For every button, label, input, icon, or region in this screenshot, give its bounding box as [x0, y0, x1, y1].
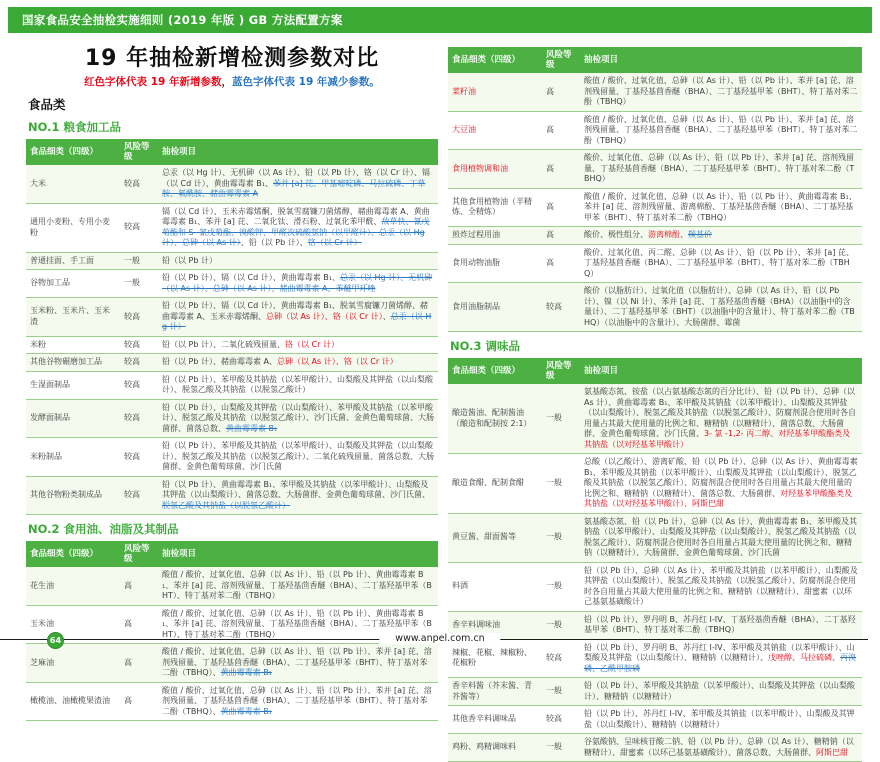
- item-segment: 酸价、过氧化值、总砷（以 As 计）、铅（以 Pb 计）、苯并 [a] 芘、溶剂残留量、丁基羟基茴香醚（BHA）、二丁基羟基甲苯（BHT）、特丁基对苯二酚（TBHQ）: [584, 153, 855, 183]
- risk-level-cell: 较高: [124, 178, 140, 188]
- item-segment: 对羟基苯甲酸酯类及其钠盐（以对羟基苯甲酸计）、阿斯巴甜: [584, 488, 852, 508]
- food-name-segment: 其他香辛料调味品: [452, 714, 516, 724]
- food-name-cell: [448, 111, 542, 150]
- risk-level-cell: 一般: [542, 513, 580, 562]
- item-segment: 羰基价: [688, 230, 712, 239]
- food-name-cell: [448, 244, 542, 283]
- table-row: [448, 73, 862, 111]
- risk-level-cell: 较高: [120, 476, 158, 515]
- document-header-bar: [8, 7, 872, 33]
- food-name-segment: 煎炸过程用油: [452, 230, 500, 239]
- column-header-2: 抽检项目: [158, 541, 438, 567]
- column-header-2: 抽检项目: [580, 47, 862, 73]
- page-number-badge: 64: [47, 632, 64, 649]
- column-header-0: 食品细类（四级）: [448, 358, 542, 384]
- food-name-segment: 大豆油: [452, 125, 476, 134]
- item-segment: 酸值 / 酸价、过氧化值、总砷（以 As 计）、铅（以 Pb 计）、黄曲霉毒素 B₁、苯并 [a] 芘、溶剂残留量、丁基羟基茴香醚（BHA）、二丁基羟基甲苯（BHT）、特丁基对苯二酚（TBHQ）: [162, 608, 432, 639]
- column-header-1: 风险等级: [120, 139, 158, 165]
- food-name-segment: 食用油脂制品: [452, 301, 500, 311]
- items-cell: [158, 567, 438, 605]
- items-cell: [580, 227, 862, 245]
- item-segment: 总砷（以 As 计）、铬（以 Cr 计）: [266, 311, 383, 321]
- column-header-1: 风险等级: [120, 541, 158, 567]
- item-segment: 3- 氯 -1,2- 丙二醇、对羟基苯甲酸酯类及其钠盐（以对羟基苯甲酸计）: [584, 429, 851, 449]
- table-row: [448, 384, 862, 454]
- item-segment: 、铅（以 Pb 计）、: [240, 238, 308, 247]
- item-segment: 敌草快、氰戊菊酯和 S- 氰戊菊酯、溴酸钾、甲醛次硫酸氢钠（以甲醛计）、总汞（以 Hg 计）、总砷（以 As 计）: [162, 217, 430, 247]
- section-no1-grain-products: [26, 119, 438, 515]
- table-row: [26, 476, 438, 515]
- legend: [26, 74, 438, 89]
- items-cell: [158, 165, 438, 203]
- risk-level-cell: 一般: [120, 252, 158, 270]
- item-segment: 酸价、过氧化值、丙二醛、总砷（以 As 计）、铅（以 Pb 计）、苯并 [a] 芘、丁基羟基茴香醚（BHA）、二丁基羟基甲苯（BHT）、特丁基对苯二酚（TBHQ）: [584, 247, 854, 278]
- food-name-cell: [448, 283, 542, 332]
- food-name-segment: 发酵面制品: [30, 413, 70, 422]
- table-header-row: [26, 139, 438, 165]
- item-segment: 丙溴磷、乙酰甲胺磷: [584, 653, 856, 673]
- item-segment: 、: [382, 311, 391, 321]
- table-row: [448, 513, 862, 562]
- food-name-segment: 黄豆酱、甜面酱等: [452, 532, 516, 542]
- table-body: [26, 165, 438, 515]
- left-column: [26, 39, 438, 762]
- table-row: [448, 734, 862, 762]
- document-header-title: 国家食品安全抽检实施细则 (2019 年版 ) GB 方法配置方案: [22, 13, 343, 27]
- table-head: [26, 541, 438, 567]
- item-segment: 黄曲霉毒素 B₁: [220, 706, 272, 716]
- food-name-cell: [448, 73, 542, 111]
- section-no2-edible-oils-right: [448, 47, 862, 332]
- food-name-cell: [26, 438, 120, 477]
- item-segment: 铅（以 Pb 计）、总砷（以 As 计）、苯甲酸及其钠盐（以苯甲酸计）、山梨酸及其钾盐（以山梨酸计）、脱氢乙酸及其钠盐（以脱氢乙酸计）、防腐剂混合使用时各自用量占其最大使用量的比例之和、糖精钠（以糖精计）、甜蜜素（以环己基氨基磺酸计）: [584, 565, 858, 606]
- items-cell: [580, 188, 862, 227]
- column-header-2: 抽检项目: [158, 139, 438, 165]
- legend-removed-params: 蓝色字体代表 19 年减少参数。: [232, 76, 380, 88]
- table-head: [448, 47, 862, 73]
- title-block: [26, 41, 438, 113]
- food-name-segment: 香辛料调味油: [452, 619, 500, 629]
- food-name-cell: [448, 706, 542, 734]
- table-row: [26, 644, 438, 683]
- risk-level-cell: 较高: [542, 639, 580, 678]
- table-row: [448, 188, 862, 227]
- item-segment: 苯并 [a] 芘、甲基嘧啶磷、马拉硫磷、丁草胺、氟酰胺、赭曲霉毒素 A: [162, 178, 426, 198]
- food-name-segment: 酿造酱油、配制酱油（酿造和配制按 2:1）: [452, 408, 532, 428]
- item-segment: 酸价、极性组分、: [584, 230, 648, 239]
- risk-level-cell: 一般: [542, 678, 580, 706]
- food-name-segment: 料酒: [452, 581, 468, 591]
- item-segment: 酸价（以脂肪计）、过氧化值（以脂肪计）、总砷（以 As 计）、铅（以 Pb 计）、镍（以 Ni 计）、苯并 [a] 芘、丁基羟基茴香醚（BHA）（以油脂中的含量计）、二丁基羟基甲苯（BHT）（以油脂中的含量计）、特丁基对苯二酚（TBHQ）（以油脂中的含量计）、大肠菌群、霉菌: [584, 286, 855, 327]
- risk-level-cell: 较高: [120, 438, 158, 477]
- table-row: [26, 165, 438, 203]
- items-cell: [580, 150, 862, 189]
- item-segment: 铅（以 Pb 计）、镉（以 Cd 计）、黄曲霉毒素 B₁、: [162, 273, 340, 282]
- table-head: [26, 139, 438, 165]
- food-name-cell: [448, 188, 542, 227]
- risk-level-cell: 较高: [542, 283, 580, 332]
- risk-level-cell: 高: [546, 86, 554, 96]
- food-name-segment: 大米: [30, 178, 46, 188]
- item-segment: 酸值 / 酸价、过氧化值、总砷（以 As 计）、铅（以 Pb 计）、黄曲霉毒素 B₁、苯并 [a] 芘、溶剂残留量、游离棉酚、丁基羟基茴香醚（BHA）、二丁基羟基甲苯（BHT）、特丁基对苯二酚（TBHQ）: [584, 191, 857, 222]
- items-cell: [580, 73, 862, 111]
- item-segment: 氨基酸态氮、铵盐（以占氨基酸态氮的百分比计）、铅（以 Pb 计）、总砷（以 As 计）、黄曲霉毒素 B₁、苯甲酸及其钠盐（以苯甲酸计）、山梨酸及其钾盐（以山梨酸计）、脱氢乙酸及其钠盐（以脱氢乙酸计）、防腐剂混合使用时各自用量占其最大使用量的比例之和、糖精钠（以糖精计）、菌落总数、大肠菌群、金黄色葡萄球菌、沙门氏菌、: [584, 387, 856, 438]
- table-row: [26, 399, 438, 438]
- table-row: [448, 244, 862, 283]
- food-table-no1-grain-products: [26, 139, 438, 515]
- risk-level-cell: 高: [120, 644, 158, 683]
- section-title-no3-condiments: NO.3 调味品: [450, 339, 521, 353]
- risk-level-cell: 高: [542, 150, 580, 189]
- items-cell: [158, 270, 438, 298]
- food-name-cell: [26, 336, 120, 354]
- items-cell: [158, 438, 438, 477]
- risk-level-cell: 一般: [546, 413, 562, 423]
- food-name-segment: 生湿面制品: [30, 379, 70, 389]
- food-name-cell: [26, 270, 120, 298]
- items-cell: [158, 203, 438, 252]
- risk-level-cell: 较高: [120, 371, 158, 399]
- content: [0, 33, 880, 762]
- items-cell: [580, 384, 862, 454]
- table-row: [448, 111, 862, 150]
- table-row: [26, 270, 438, 298]
- risk-level-cell: 较高: [120, 336, 158, 354]
- item-segment: 氨基酸态氮、铅（以 Pb 计）、总砷（以 As 计）、黄曲霉毒素 B₁、苯甲酸及其钠盐（以苯甲酸计）、山梨酸及其钾盐（以山梨酸计）、脱氢乙酸及其钠盐（以脱氢乙酸计）、防腐剂混合使用时各自用量占其最大使用量的比例之和、糖精钠（以糖精计）、大肠菌群、金黄色葡萄球菌、沙门氏菌: [584, 516, 857, 557]
- item-segment: 酸值 / 酸价、过氧化值、总砷（以 As 计）、铅（以 Pb 计）、苯并 [a] 芘、溶剂残留量、丁基羟基茴香醚（BHA）、二丁基羟基甲苯（BHT）、特丁基对苯二酚（TBHQ）: [584, 114, 858, 145]
- column-header-2: 抽检项目: [580, 358, 862, 384]
- food-name-segment: 玉米粉、玉米片、玉米渣: [30, 306, 110, 326]
- food-name-segment: 其他食用植物油（半精炼、全精炼）: [452, 196, 532, 217]
- food-name-segment: 米粉制品: [30, 451, 62, 461]
- food-name-segment: 菜籽油: [452, 86, 476, 96]
- risk-level-cell: 高: [542, 111, 580, 150]
- items-cell: [580, 562, 862, 611]
- item-segment: 镉（以 Cd 计）、玉米赤霉烯酮、脱氧雪腐镰刀菌烯醇、赭曲霉毒素 A、黄曲霉毒素 B₁、苯并 [a] 芘、二氧化钛、滑石粉、过氧化苯甲酰、: [162, 206, 430, 226]
- column-header-0: 食品细类（四级）: [26, 139, 120, 165]
- risk-level-cell: 一般: [542, 611, 580, 639]
- column-header-1: 风险等级: [542, 47, 580, 73]
- item-segment: 戊唑醇、马拉硫磷: [768, 653, 832, 662]
- risk-level-cell: 较高: [120, 399, 158, 438]
- table-row: [448, 150, 862, 189]
- risk-level-cell: 较高: [120, 298, 158, 337]
- risk-level-cell: 一般: [120, 270, 158, 298]
- food-name-segment: 香辛料酱（芥末酱、青芥酱等）: [452, 681, 532, 701]
- item-segment: 总酸（以乙酸计）、游离矿酸、铅（以 Pb 计）、总砷（以 As 计）、黄曲霉毒素 B₁、苯甲酸及其钠盐（以苯甲酸计）、山梨酸及其钾盐（以山梨酸计）、脱氢乙酸及其钠盐（以脱氢乙酸计）、防腐剂混合使用时各自用量占其最大使用量的比例之和、糖精钠（以糖精计）、菌落总数、大肠菌群、: [584, 457, 858, 498]
- section-title-no1-grain-products: NO.1 粮食加工品: [28, 120, 122, 134]
- item-segment: 铅（以 Pb 计）、苯甲酸及其钠盐（以苯甲酸计）、山梨酸及其钾盐（以山梨酸计）、糖精钠（以糖精计）: [584, 681, 855, 701]
- item-segment: 铅（以 Pb 计）、镉（以 Cd 计）、黄曲霉毒素 B₁、脱氧雪腐镰刀菌烯醇、赭曲霉毒素 A、玉米赤霉烯酮、: [162, 301, 428, 321]
- item-segment: 铅（以 Pb 计）、苯甲酸及其钠盐（以苯甲酸计）、山梨酸及其钾盐（以山梨酸计）、脱氢乙酸及其钠盐（以脱氢乙酸计）、二氧化硫残留量、菌落总数、大肠菌群、金黄色葡萄球菌、沙门氏菌: [162, 441, 434, 471]
- legend-new-params: 红色字体代表 19 年新增参数: [84, 76, 222, 88]
- table-row: [26, 438, 438, 477]
- item-segment: 铅（以 Pb 计）、苏丹红 I-IV、苯甲酸及其钠盐（以苯甲酸计）、山梨酸及其钾盐（以山梨酸计）、糖精钠（以糖精计）: [584, 709, 855, 729]
- items-cell: [158, 476, 438, 515]
- food-name-segment: 酿造食醋、配制食醋: [452, 478, 524, 487]
- item-segment: 铅（以 Pb 计）、赭曲霉毒素 A、: [162, 357, 278, 366]
- item-segment: 铅（以 Pb 计）、黄曲霉毒素 B₁、苯甲酸及其钠盐（以苯甲酸计）、山梨酸及其钾盐（以山梨酸计）、菌落总数、大肠菌群、金黄色葡萄球菌、沙门氏菌、: [162, 479, 430, 499]
- right-column: [448, 39, 862, 762]
- food-name-segment: 橄榄油、油橄榄果渣油: [30, 696, 110, 705]
- item-segment: 铬（以 Cr 计）: [307, 238, 362, 247]
- food-name-segment: 其他谷物粉类制成品: [30, 490, 102, 499]
- table-header-row: [448, 47, 862, 73]
- food-name-cell: [26, 399, 120, 438]
- item-segment: 脱氢乙酸及其钠盐（以脱氢乙酸计）: [162, 500, 290, 510]
- item-segment: 总砷（以 As 计）、铬（以 Cr 计）: [277, 357, 398, 366]
- table-row: [26, 203, 438, 252]
- table-body: [448, 73, 862, 332]
- items-cell: [580, 678, 862, 706]
- item-segment: 铅（以 Pb 计）、山梨酸及其钾盐（以山梨酸计）、苯甲酸及其钠盐（以苯甲酸计）、脱氢乙酸及其钠盐（以脱氢乙酸计）、沙门氏菌、金黄色葡萄球菌、大肠菌群、菌落总数、: [162, 402, 434, 433]
- section-no3-condiments: [448, 338, 862, 762]
- food-name-cell: [448, 678, 542, 706]
- table-row: [26, 298, 438, 337]
- food-name-cell: [448, 150, 542, 189]
- food-name-segment: 食用动物油脂: [452, 258, 500, 267]
- food-name-cell: [448, 454, 542, 514]
- item-segment: 黄曲霉毒素 B₁: [226, 423, 278, 433]
- item-segment: 酸值 / 酸价、过氧化值、总砷（以 As 计）、铅（以 Pb 计）、黄曲霉毒素 B₁、苯并 [a] 芘、溶剂残留量、丁基羟基茴香醚（BHA）、二丁基羟基甲苯（BHT）、特丁基对苯二酚（TBHQ）: [162, 570, 432, 600]
- items-cell: [158, 336, 438, 354]
- item-segment: 铅（以 Pb 计）、苯甲酸及其钠盐（以苯甲酸计）、山梨酸及其钾盐（以山梨酸计）、脱氢乙酸及其钠盐（以脱氢乙酸计）: [162, 374, 433, 394]
- item-segment: 总汞（以 Hg 计）、无机砷（以 As 计）、铅（以 Pb 计）、铬（以 Cr 计）、镉（以 Cd 计）、黄曲霉毒素 B₁、: [162, 168, 430, 188]
- food-name-cell: [26, 252, 120, 270]
- risk-level-cell: 高: [542, 244, 580, 283]
- food-name-segment: 其他谷物碾磨加工品: [30, 357, 102, 366]
- table-row: [448, 562, 862, 611]
- items-cell: [580, 513, 862, 562]
- item-segment: 阿斯巴甜: [816, 747, 848, 757]
- category-label: 食品类: [28, 97, 66, 112]
- page-footer: [0, 631, 880, 647]
- food-name-segment: 普通挂面、手工面: [30, 255, 94, 265]
- item-segment: 总汞（以 Hg 计）、无机砷（以 As 计）、总砷（以 As 计）、赭曲霉毒素 A、苯醚甲环唑: [162, 273, 433, 293]
- column-header-0: 食品细类（四级）: [448, 47, 542, 73]
- food-name-segment: 通用小麦粉、专用小麦粉: [30, 217, 110, 237]
- table-row: [26, 252, 438, 270]
- items-cell: [580, 706, 862, 734]
- risk-level-cell: 一般: [542, 454, 580, 514]
- table-header-row: [26, 541, 438, 567]
- column-header-1: 风险等级: [542, 358, 580, 384]
- item-segment: 铅（以 Pb 计）、罗丹明 B、苏丹红 I-IV、丁基羟基茴香醚（BHA）、二丁基羟基甲苯（BHT）、特丁基对苯二酚（TBHQ）: [584, 614, 856, 634]
- items-cell: [580, 111, 862, 150]
- risk-level-cell: 高: [542, 227, 580, 245]
- risk-level-cell: 高: [120, 605, 158, 644]
- website-link[interactable]: www.anpel.com.cn: [379, 633, 500, 644]
- item-segment: 黄曲霉毒素 B₁: [220, 668, 272, 677]
- item-segment: 铅（以 Pb 计）: [162, 255, 217, 265]
- item-segment: 、: [680, 230, 688, 239]
- item-segment: 酸值 / 酸价、过氧化值、总砷（以 As 计）、铅（以 Pb 计）、苯并 [a] 芘、溶剂残留量、丁基羟基茴香醚（BHA）、二丁基羟基甲苯（BHT）、特丁基对苯二酚（TBHQ）: [584, 76, 858, 106]
- food-table-no3-condiments: [448, 358, 862, 762]
- table-row: [448, 706, 862, 734]
- table-row: [26, 371, 438, 399]
- table-row: [448, 227, 862, 245]
- food-name-cell: [26, 203, 120, 252]
- table-row: [448, 454, 862, 514]
- item-segment: 铬（以 Cr 计）: [285, 339, 339, 349]
- food-name-cell: [26, 165, 120, 203]
- item-segment: 谷氨酸钠、呈味核苷酸二钠、铅（以 Pb 计）、总砷（以 As 计）、糖精钠（以糖精计）、甜蜜素（以环己基氨基磺酸计）、菌落总数、大肠菌群、: [584, 737, 854, 757]
- food-name-cell: [26, 354, 120, 372]
- table-body: [448, 384, 862, 762]
- items-cell: [580, 454, 862, 514]
- risk-level-cell: 一般: [542, 562, 580, 611]
- items-cell: [158, 399, 438, 438]
- risk-level-cell: 较高: [542, 706, 580, 734]
- items-cell: [580, 244, 862, 283]
- food-name-segment: 米粉: [30, 339, 46, 349]
- legend-separator: ，: [221, 76, 232, 88]
- section-title-no2-edible-oils-left: NO.2 食用油、油脂及其制品: [28, 522, 179, 536]
- food-name-cell: [448, 384, 542, 454]
- food-name-cell: [448, 734, 542, 762]
- food-name-segment: 谷物加工品: [30, 278, 70, 288]
- item-segment: 总汞（以 Hg 计）: [162, 311, 432, 331]
- items-cell: [158, 644, 438, 683]
- table-head: [448, 358, 862, 384]
- table-row: [448, 678, 862, 706]
- item-segment: 铅（以 Pb 计）、罗丹明 B、苏丹红 I-IV、苯甲酸及其钠盐（以苯甲酸计）、山梨酸及其钾盐（以山梨酸计）、糖精钠（以糖精计）、: [584, 642, 855, 662]
- food-name-cell: [26, 298, 120, 337]
- items-cell: [158, 354, 438, 372]
- food-name-segment: 玉米油: [30, 619, 54, 628]
- items-cell: [158, 371, 438, 399]
- risk-level-cell: 较高: [120, 203, 158, 252]
- food-name-cell: [26, 644, 120, 683]
- items-cell: [158, 682, 438, 721]
- item-segment: 酸值 / 酸价、过氧化值、总砷（以 As 计）、铅（以 Pb 计）、苯并 [a] 芘、溶剂残留量、丁基羟基茴香醚（BHA）、二丁基羟基甲苯（BHT）、特丁基对苯二酚（TBHQ）、: [162, 647, 432, 677]
- items-cell: [580, 283, 862, 332]
- food-name-segment: 芝麻油: [30, 657, 54, 667]
- risk-level-cell: 高: [120, 682, 158, 721]
- items-cell: [580, 734, 862, 762]
- risk-level-cell: 一般: [542, 734, 580, 762]
- items-cell: [158, 298, 438, 337]
- table-row: [26, 336, 438, 354]
- food-table-no2-edible-oils-right: [448, 47, 862, 332]
- items-cell: [158, 252, 438, 270]
- section-no2-edible-oils-left: [26, 521, 438, 721]
- food-name-cell: [448, 227, 542, 245]
- item-segment: 铅（以 Pb 计）、二氧化硫残留量、: [162, 339, 285, 349]
- food-name-cell: [26, 371, 120, 399]
- food-name-cell: [26, 682, 120, 721]
- item-segment: 酸值 / 酸价、过氧化值、总砷（以 As 计）、铅（以 Pb 计）、苯并 [a] 芘、溶剂残留量、丁基羟基茴香醚（BHA）、二丁基羟基甲苯（BHT）、特丁基对苯二酚（TBHQ）、: [162, 685, 432, 716]
- table-header-row: [448, 358, 862, 384]
- food-name-segment: 花生油: [30, 580, 54, 590]
- food-name-segment: 食用植物调和油: [452, 163, 508, 173]
- food-name-cell: [448, 513, 542, 562]
- food-name-segment: 辣椒、花椒、辣椒粉、花椒粉: [452, 647, 532, 668]
- table-row: [448, 283, 862, 332]
- table-row: [26, 682, 438, 721]
- food-name-cell: [26, 567, 120, 605]
- table-row: [26, 567, 438, 605]
- risk-level-cell: 高: [542, 188, 580, 227]
- item-segment: 游离棉酚: [648, 230, 680, 239]
- risk-level-cell: 较高: [120, 354, 158, 372]
- food-name-cell: [448, 562, 542, 611]
- column-header-0: 食品细类（四级）: [26, 541, 120, 567]
- item-segment: 、: [832, 653, 840, 662]
- food-name-cell: [26, 476, 120, 515]
- food-name-segment: 鸡粉、鸡精调味料: [452, 742, 516, 752]
- page-title: 19 年抽检新增检测参数对比: [84, 46, 380, 71]
- table-row: [26, 354, 438, 372]
- risk-level-cell: 高: [124, 580, 132, 590]
